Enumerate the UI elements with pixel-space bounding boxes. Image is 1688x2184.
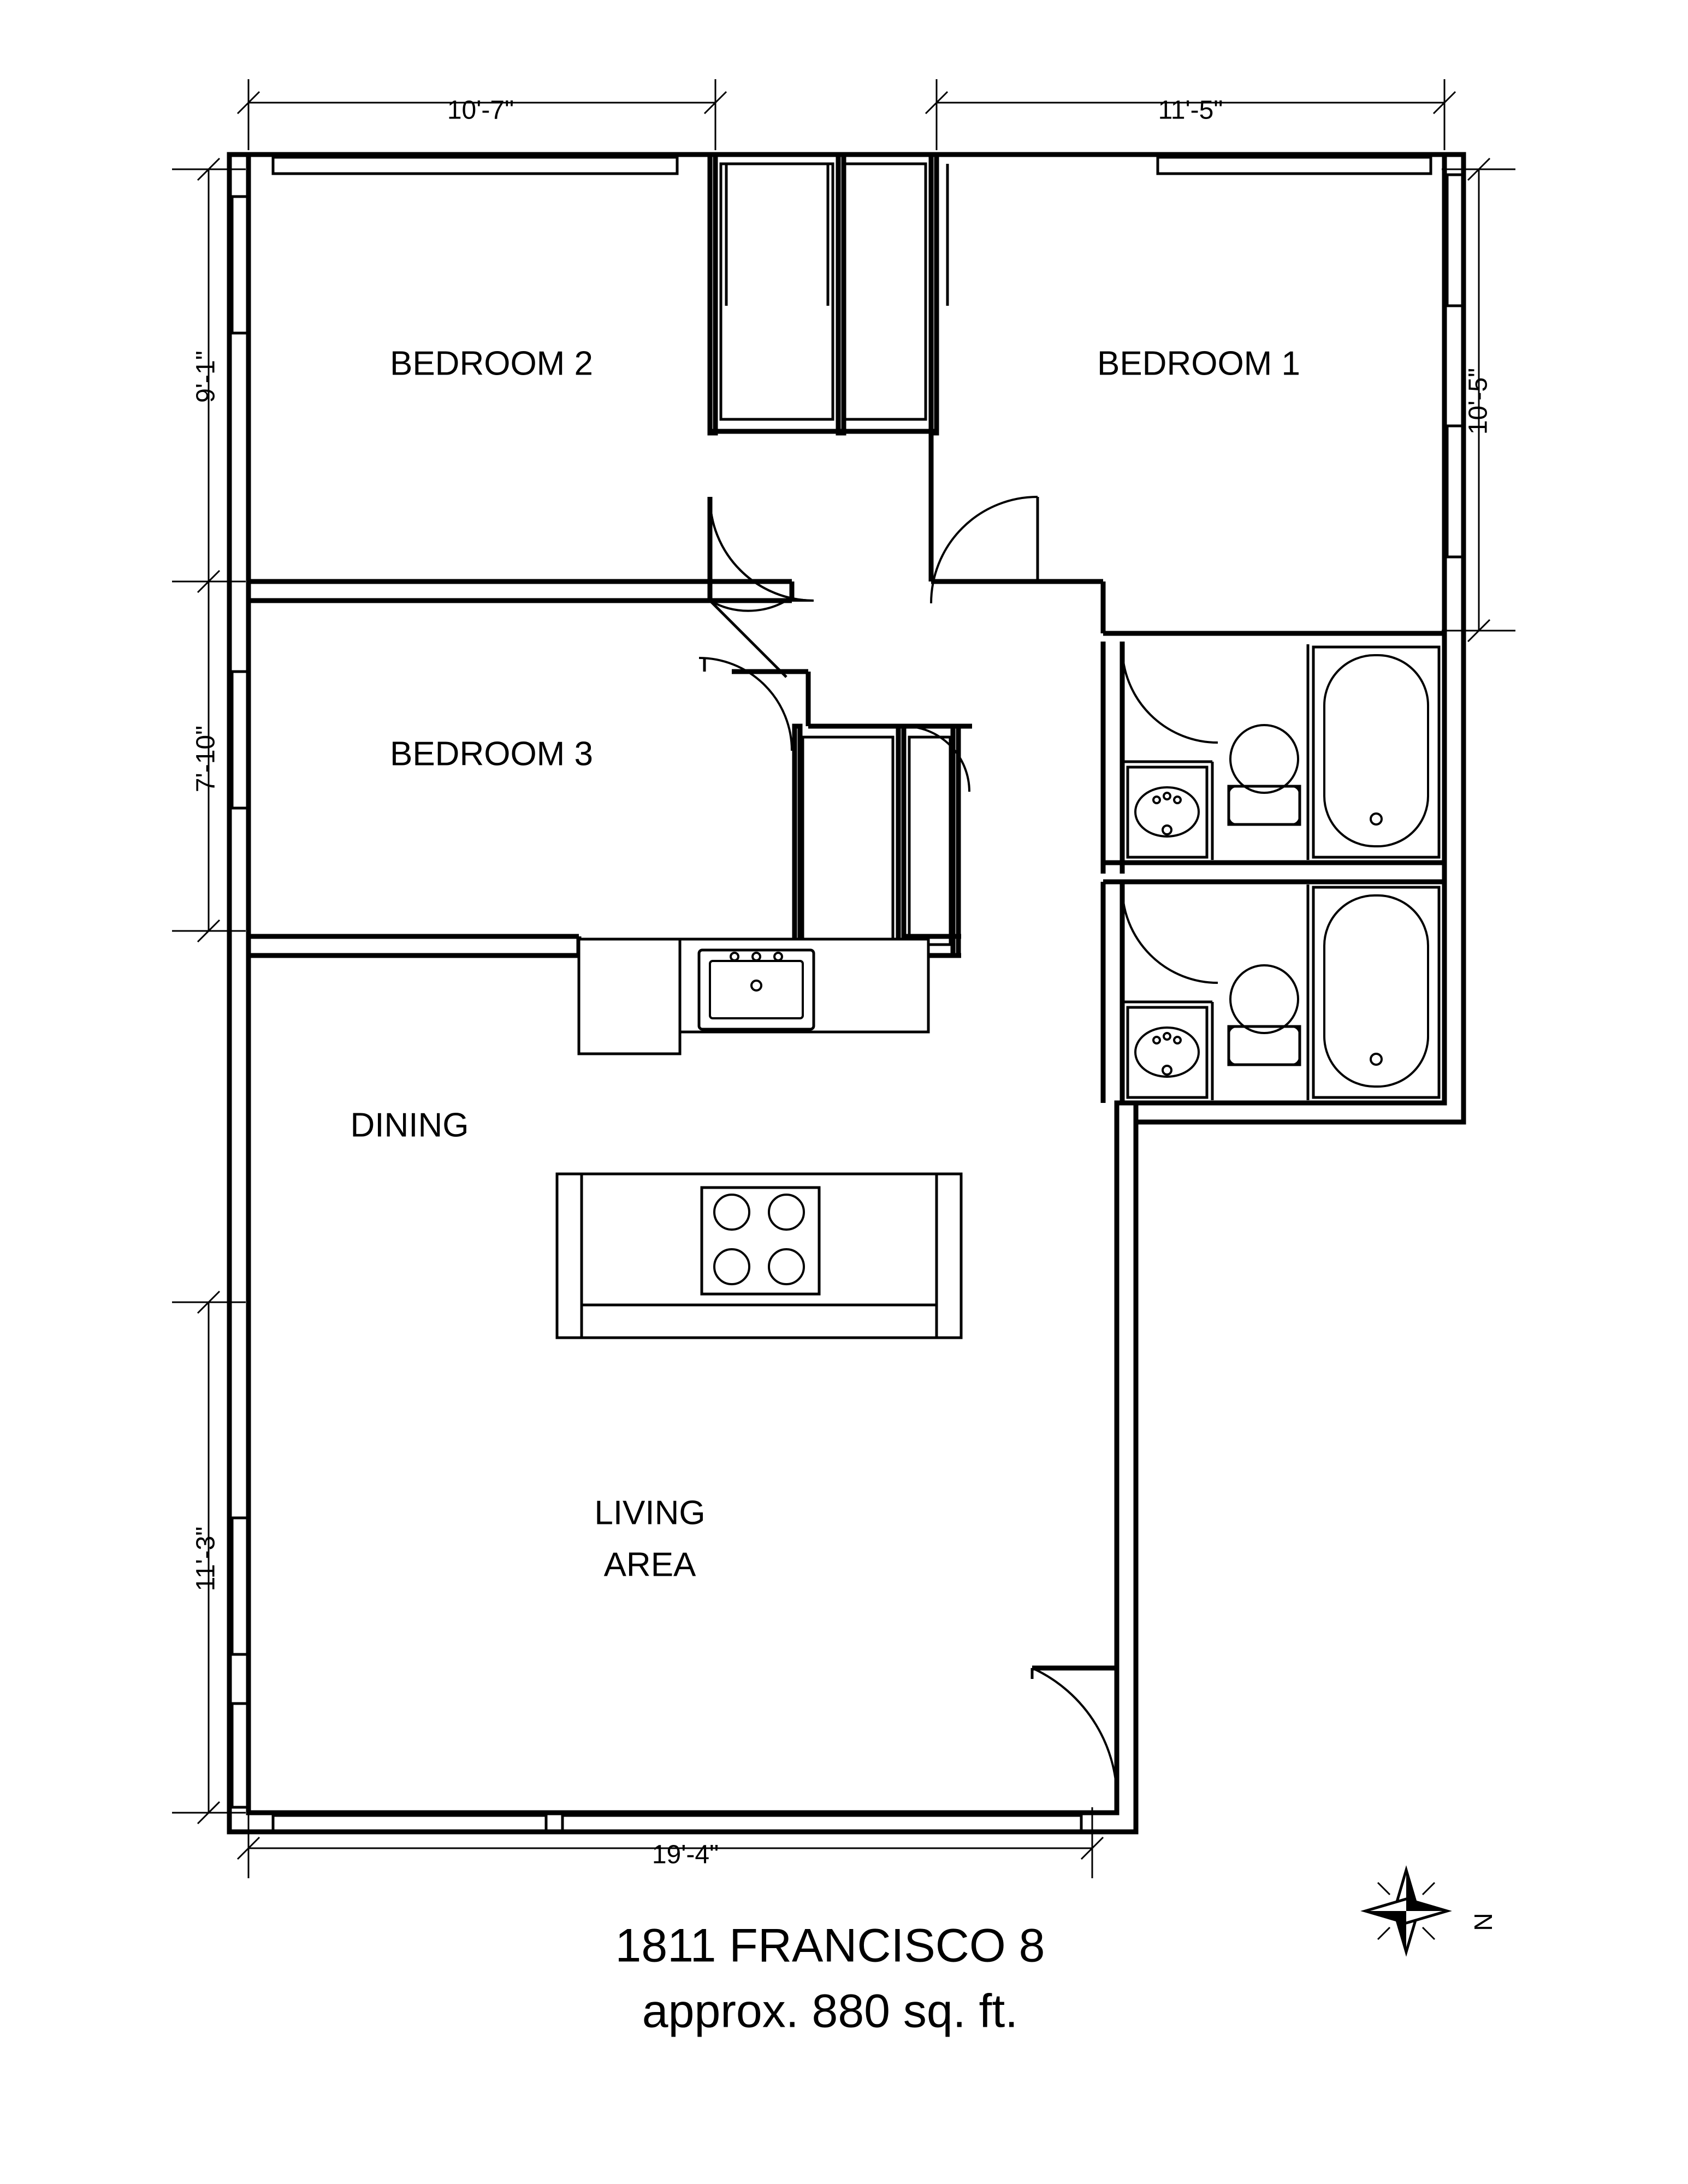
compass-north-label: N: [1468, 1913, 1497, 1931]
room-label-bedroom-3: BEDROOM 3: [389, 735, 594, 773]
room-label-bedroom-1: BEDROOM 1: [1097, 345, 1301, 383]
dimension-left-upper: 9'-1": [191, 351, 221, 403]
kitchen-island: [557, 1174, 961, 1338]
dimension-left-lower: 11'-3": [191, 1526, 221, 1592]
bathtub-icon: [1313, 647, 1439, 857]
dimension-left-middle: 7'-10": [191, 725, 221, 793]
dimension-top-right: 11'-5": [1158, 96, 1223, 125]
room-label-dining: DINING: [350, 1106, 469, 1144]
toilet-icon: [1229, 725, 1300, 824]
dimension-right-upper: 10'-5": [1464, 367, 1493, 435]
doors: [699, 497, 1218, 1807]
dimension-bottom: 19'-4": [651, 1840, 719, 1870]
bathroom-2-fixtures: [1128, 887, 1439, 1097]
vanity-sink-icon: [1128, 1007, 1207, 1097]
toilet-icon: [1229, 965, 1300, 1065]
bathtub-icon: [1313, 887, 1439, 1097]
dimension-top-left: 10'-7": [447, 96, 514, 125]
stove-burners-icon: [702, 1188, 819, 1294]
room-label-living-line1: LIVING: [594, 1494, 706, 1532]
bathroom-1-fixtures: [1128, 647, 1439, 857]
page-title: 1811 FRANCISCO 8: [615, 1919, 1045, 1972]
room-label-living-line2: AREA: [603, 1546, 696, 1584]
room-label-bedroom-2: BEDROOM 2: [389, 345, 594, 383]
kitchen-fixtures: [579, 939, 928, 1054]
page-subtitle: approx. 880 sq. ft.: [642, 1985, 1018, 2038]
sink-icon: [699, 950, 814, 1029]
vanity-sink-icon: [1128, 767, 1207, 857]
compass-rose-icon: [1365, 1870, 1447, 1952]
